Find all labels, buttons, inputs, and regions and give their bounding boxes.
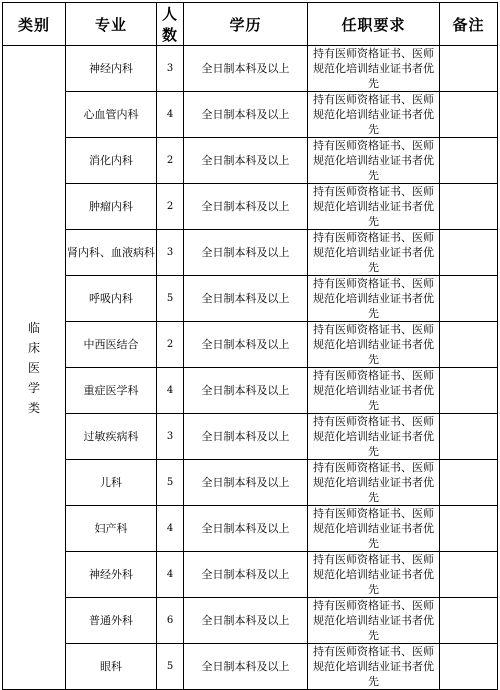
- requirement-cell: 持有医师资格证书、医师规范化培训结业证书者优先: [308, 460, 440, 506]
- education-cell: 全日制本科及以上: [184, 460, 308, 506]
- remarks-cell: [440, 368, 498, 414]
- specialty-cell: 心血管内科: [66, 92, 157, 138]
- table-row: [3, 552, 498, 598]
- requirement-cell: 持有医师资格证书、医师规范化培训结业证书者优先: [308, 138, 440, 184]
- category-cell: [3, 46, 66, 690]
- education-cell: 全日制本科及以上: [184, 644, 308, 690]
- requirement-cell: 持有医师资格证书、医师规范化培训结业证书者优先: [308, 322, 440, 368]
- table-row: [3, 230, 498, 276]
- table-row: [3, 506, 498, 552]
- remarks-cell: [440, 46, 498, 92]
- specialty-cell: 呼吸内科: [66, 276, 157, 322]
- count-cell: 4: [157, 506, 184, 552]
- requirement-cell: 持有医师资格证书、医师规范化培训结业证书者优先: [308, 414, 440, 460]
- table-row: [3, 184, 498, 230]
- specialty-cell: 过敏疾病科: [66, 414, 157, 460]
- category-char: 临: [27, 320, 40, 335]
- table-row: [3, 414, 498, 460]
- specialty-cell: 重症医学科: [66, 368, 157, 414]
- header-category: 类别: [3, 3, 66, 46]
- remarks-cell: [440, 92, 498, 138]
- remarks-cell: [440, 552, 498, 598]
- header-remarks: 备注: [440, 3, 498, 46]
- count-cell: 2: [157, 184, 184, 230]
- requirement-cell: 持有医师资格证书、医师规范化培训结业证书者优先: [308, 368, 440, 414]
- requirement-cell: 持有医师资格证书、医师规范化培训结业证书者优先: [308, 644, 440, 690]
- specialty-cell: 妇产科: [66, 506, 157, 552]
- table-row: [3, 644, 498, 690]
- requirement-cell: 持有医师资格证书、医师规范化培训结业证书者优先: [308, 276, 440, 322]
- category-char: 学: [27, 380, 40, 395]
- education-cell: 全日制本科及以上: [184, 92, 308, 138]
- specialty-cell: 中西医结合: [66, 322, 157, 368]
- remarks-cell: [440, 644, 498, 690]
- specialty-cell: 神经内科: [66, 46, 157, 92]
- table-row: [3, 368, 498, 414]
- requirement-cell: 持有医师资格证书、医师规范化培训结业证书者优先: [308, 552, 440, 598]
- category-char: 医: [27, 360, 40, 375]
- category-char: 类: [27, 400, 40, 415]
- education-cell: 全日制本科及以上: [184, 552, 308, 598]
- table-row: [3, 276, 498, 322]
- count-cell: 4: [157, 368, 184, 414]
- table-row: [3, 460, 498, 506]
- specialty-cell: 肾内科、血液病科: [66, 230, 157, 276]
- education-cell: 全日制本科及以上: [184, 46, 308, 92]
- table-row: [3, 598, 498, 644]
- specialty-cell: 神经外科: [66, 552, 157, 598]
- remarks-cell: [440, 276, 498, 322]
- requirement-cell: 持有医师资格证书、医师规范化培训结业证书者优先: [308, 230, 440, 276]
- remarks-cell: [440, 138, 498, 184]
- requirement-cell: 持有医师资格证书、医师规范化培训结业证书者优先: [308, 506, 440, 552]
- requirement-cell: 持有医师资格证书、医师规范化培训结业证书者优先: [308, 184, 440, 230]
- education-cell: 全日制本科及以上: [184, 598, 308, 644]
- education-cell: 全日制本科及以上: [184, 138, 308, 184]
- requirement-cell: 持有医师资格证书、医师规范化培训结业证书者优先: [308, 92, 440, 138]
- requirement-cell: 持有医师资格证书、医师规范化培训结业证书者优先: [308, 598, 440, 644]
- count-cell: 4: [157, 552, 184, 598]
- remarks-cell: [440, 598, 498, 644]
- header-education: 学历: [184, 3, 308, 46]
- header-specialty: 专业: [66, 3, 157, 46]
- table-row: [3, 322, 498, 368]
- count-cell: 3: [157, 230, 184, 276]
- count-cell: 5: [157, 460, 184, 506]
- remarks-cell: [440, 230, 498, 276]
- education-cell: 全日制本科及以上: [184, 322, 308, 368]
- education-cell: 全日制本科及以上: [184, 184, 308, 230]
- education-cell: 全日制本科及以上: [184, 368, 308, 414]
- count-cell: 5: [157, 276, 184, 322]
- education-cell: 全日制本科及以上: [184, 230, 308, 276]
- remarks-cell: [440, 414, 498, 460]
- specialty-cell: 普通外科: [66, 598, 157, 644]
- count-cell: 3: [157, 46, 184, 92]
- count-cell: 4: [157, 92, 184, 138]
- count-cell: 2: [157, 322, 184, 368]
- education-cell: 全日制本科及以上: [184, 414, 308, 460]
- remarks-cell: [440, 460, 498, 506]
- count-cell: 6: [157, 598, 184, 644]
- category-char: 床: [27, 340, 40, 355]
- remarks-cell: [440, 506, 498, 552]
- header-count: 人数: [157, 3, 184, 46]
- specialty-cell: 儿科: [66, 460, 157, 506]
- table-row: [3, 92, 498, 138]
- specialty-cell: 眼科: [66, 644, 157, 690]
- table-body: [3, 46, 498, 690]
- table-row: [3, 138, 498, 184]
- requirement-cell: 持有医师资格证书、医师规范化培训结业证书者优先: [308, 46, 440, 92]
- table-row: [3, 46, 498, 92]
- remarks-cell: [440, 322, 498, 368]
- specialty-cell: 消化内科: [66, 138, 157, 184]
- header-requirement: 任职要求: [308, 3, 440, 46]
- education-cell: 全日制本科及以上: [184, 506, 308, 552]
- recruitment-table: [2, 2, 498, 690]
- remarks-cell: [440, 184, 498, 230]
- education-cell: 全日制本科及以上: [184, 276, 308, 322]
- header-row: [3, 3, 498, 46]
- count-cell: 2: [157, 138, 184, 184]
- specialty-cell: 肿瘤内科: [66, 184, 157, 230]
- count-cell: 3: [157, 414, 184, 460]
- count-cell: 5: [157, 644, 184, 690]
